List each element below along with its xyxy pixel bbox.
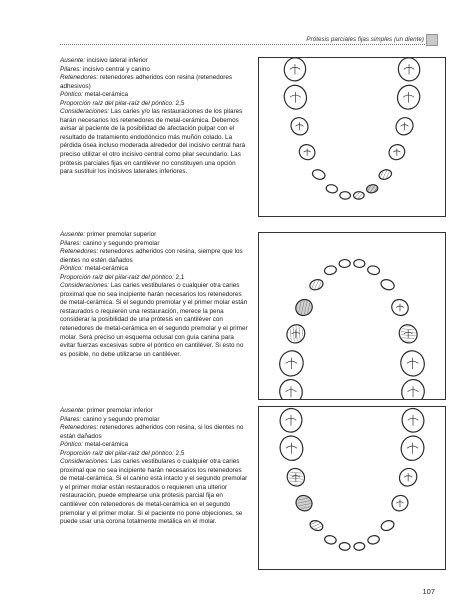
tooth xyxy=(287,114,311,138)
tooth xyxy=(396,465,420,490)
case-line: Pilares: canino y segundo premolar xyxy=(60,415,160,423)
pontic-tooth xyxy=(366,184,379,194)
tooth xyxy=(380,519,396,532)
tooth xyxy=(282,58,307,83)
abutment-tooth xyxy=(353,191,364,199)
case-lower-lateral-incisor xyxy=(60,57,250,177)
abutment-tooth xyxy=(378,168,393,181)
tooth xyxy=(398,348,428,379)
pontic-tooth xyxy=(293,492,315,514)
tooth xyxy=(277,433,306,463)
tooth xyxy=(392,114,416,138)
tooth xyxy=(278,378,304,399)
abutment-tooth xyxy=(396,321,421,346)
case-line: Póntico: metal-cerámica xyxy=(60,91,129,99)
tooth xyxy=(389,492,411,514)
running-header-title: Prótesis parciales fijas simples (un diente) xyxy=(306,36,424,43)
abutment-tooth xyxy=(309,519,325,532)
case-line: Ausente: primer premolar superior xyxy=(60,231,157,238)
case-line: Retenedores: retenedores adheridos con resina (retenedores adhesivos) xyxy=(60,74,233,90)
case-line: Retenedores: retenedores adheridos con resina, siempre que los dientes no estén dañados xyxy=(60,248,243,264)
tooth xyxy=(326,184,339,194)
tooth xyxy=(397,58,422,83)
header-rule xyxy=(60,44,437,45)
tooth xyxy=(339,259,351,268)
tooth xyxy=(324,535,337,545)
tooth xyxy=(278,407,303,434)
abutment-tooth xyxy=(283,321,308,346)
tooth xyxy=(395,83,423,112)
header-tab-icon xyxy=(426,34,438,46)
dental-arch-diagram xyxy=(259,58,445,216)
abutment-tooth xyxy=(284,465,308,490)
page-number: 107 xyxy=(422,587,435,596)
tooth xyxy=(400,378,426,399)
tooth xyxy=(339,542,350,550)
tooth xyxy=(311,168,326,181)
case-line: Pilares: canino y segundo premolar xyxy=(60,239,160,247)
tooth xyxy=(400,407,425,434)
dental-arch-diagram xyxy=(259,407,445,569)
case-considerations: Consideraciones: Las caries vestibulares o cualquier otra caries proximal que no sea incipiente harán necesarios los retenedores de metal-cerámica. Si el segundo premolar y el primer molar están restaurados o requieren una restauración, merece la pena considerar la posibilidad de una prótesis en cantiléver con retenedores de metal-cerámica en el segundo premolar y el primer molar. Será preciso un esquema oclusal con guía canina para evitar fuerzas excesivas sobre el póntico en cantiléver. Si esto no es posible, no debe utilizarse un cantiléver. xyxy=(60,282,248,358)
case-line: Póntico: metal-cerámica xyxy=(60,441,129,449)
figure-lower-arch-first-premolar xyxy=(258,406,446,570)
tooth xyxy=(281,83,309,112)
tooth xyxy=(296,142,317,163)
tooth xyxy=(398,433,427,463)
tooth xyxy=(277,348,307,379)
case-line: Retenedores: retenedores adheridos con resina, si los dientes no están dañados xyxy=(60,424,244,440)
case-line: Pilares: incisivo central y canino xyxy=(60,65,150,73)
case-line: Póntico: metal-cerámica xyxy=(60,265,129,273)
tooth xyxy=(367,535,380,545)
tooth xyxy=(389,296,412,318)
tooth xyxy=(324,265,337,276)
figure-upper-arch-first-premolar xyxy=(258,232,446,400)
tooth xyxy=(354,259,366,268)
case-lower-first-premolar xyxy=(60,407,250,527)
tooth xyxy=(386,142,407,163)
tooth xyxy=(354,542,365,550)
case-considerations: Consideraciones: Las caries vestibulares o cualquier otra caries proximal que no sea incipiente harán necesarios los retenedores de metal-cerámica. Si el canino está intacto y el segundo premolar y el primer molar están restaurados o requieren una ulterior restauración, puede emplearse una prótesis parcial fija en cantiléver con retenedores de metal-cerámica en el segundo premolar y el primer molar. Si el paciente no pone objeciones, se puede usar una corona totalmente metálica en el molar. xyxy=(60,458,248,526)
case-line: Ausente: incisivo lateral inferior xyxy=(60,57,148,64)
case-line: Proporción raíz del pilar-raíz del póntico: 2,5 xyxy=(60,449,185,457)
dental-arch-diagram xyxy=(259,233,445,399)
figure-lower-arch-lateral-incisor xyxy=(258,57,446,217)
abutment-tooth xyxy=(308,278,324,292)
case-line: Ausente: primer premolar inferior xyxy=(60,407,153,414)
case-considerations: Consideraciones: Las caries y/o las restauraciones de los pilares harán necesarios los retenedores de metal-cerámica. Debemos avisar al paciente de la posibilidad de afectación pulpar con el resultado de tratamiento endodóncico más muñón colado. La pérdida ósea incluso moderada alrededor del incisivo central hará preciso utilizar el otro incisivo central como pilar secundario. Las prótesis parciales fijas en cantiléver no constituyen una opción para sustituir los incisivos laterales inferiores. xyxy=(60,108,246,176)
case-line: Proporción raíz del pilar-raíz del póntico: 2,1 xyxy=(60,273,185,281)
tooth xyxy=(367,265,380,276)
tooth xyxy=(380,278,396,292)
case-line: Proporción raíz del pilar-raíz del póntico: 2,5 xyxy=(60,99,185,107)
pontic-tooth xyxy=(293,296,316,318)
case-upper-first-premolar xyxy=(60,231,250,359)
tooth xyxy=(340,191,351,199)
